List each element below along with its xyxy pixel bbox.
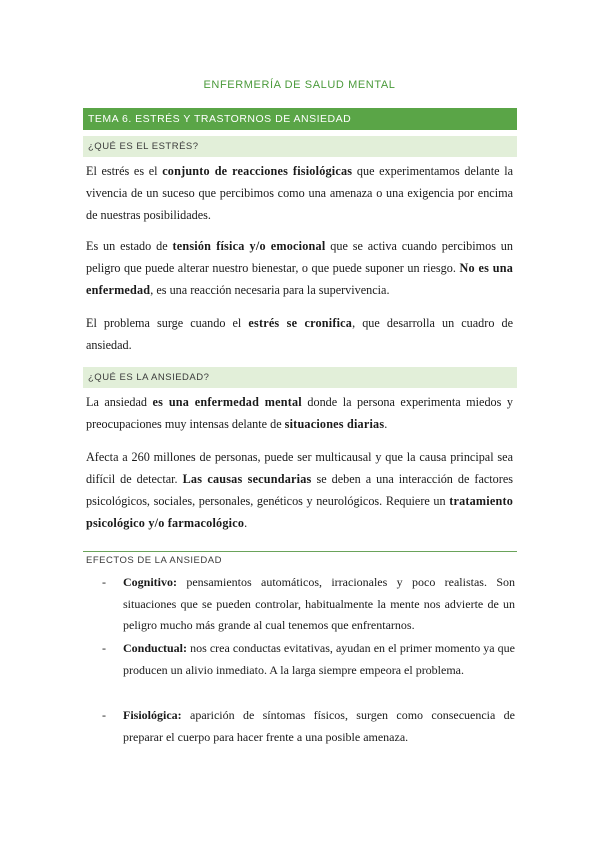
list-bullet: - [102, 641, 106, 655]
effect-label: Cognitivo: [123, 575, 177, 589]
bold-term: situaciones diarias [284, 417, 385, 431]
paragraph-estres-definition [86, 160, 513, 226]
effect-text: nos crea conductas evitativas, ayudan en el primer momento ya que producen un alivio inmediato. A la larga siempre empeora el problema. [123, 641, 515, 677]
text-run: donde la persona experimenta miedos y preocupaciones muy intensas delante de [86, 395, 514, 431]
section-heading-ansiedad: ¿QUÉ ES LA ANSIEDAD? [83, 367, 517, 388]
text-run: La ansiedad [86, 395, 153, 409]
text-run: se deben a una interacción de factores psicológicos, sociales, personales, genéticos y neurológicos. Requiere un [86, 472, 513, 508]
text-run: El estrés es el [86, 164, 163, 178]
text-run: que experimentamos delante la vivencia de un suceso que percibimos como una amenaza o una exigencia por encima de nuestras posibilidades. [86, 164, 513, 222]
list-item-fisiologica [86, 705, 515, 748]
bold-term: tensión física y/o emocional [172, 239, 326, 253]
bold-term: conjunto de reacciones fisiológicas [162, 164, 353, 178]
list-bullet: - [102, 575, 106, 589]
bold-term: Las causas secundarias [182, 472, 312, 486]
text-run: , es una reacción necesaria para la supervivencia. [150, 283, 390, 297]
paragraph-ansiedad-causes [86, 446, 513, 534]
effect-label: Fisiológica: [123, 708, 182, 722]
text-run: El problema surge cuando el [86, 316, 249, 330]
text-run: . [384, 417, 388, 431]
text-run: , que desarrolla un cuadro de ansiedad. [86, 316, 514, 352]
section-heading-estres: ¿QUÉ ES EL ESTRÉS? [83, 136, 517, 157]
paragraph-estres-problem [86, 312, 513, 356]
list-bullet: - [102, 708, 106, 722]
effect-text: pensamientos automáticos, irracionales y poco realistas. Son situaciones que se pueden controlar, habitualmente la mente nos advierte de un peligro mucho más grande al cual tenemos que enfrentarnos. [123, 575, 515, 632]
bold-term: No es una enfermedad [86, 261, 513, 297]
document-title: ENFERMERÍA DE SALUD MENTAL [203, 79, 396, 91]
bold-term: es una enfermedad mental [152, 395, 302, 409]
list-item-cognitivo [86, 572, 515, 637]
section-divider [83, 551, 517, 552]
text-run: que se activa cuando percibimos un peligro que puede alterar nuestro bienestar, o que puede suponer un riesgo. [86, 239, 513, 275]
list-item-conductual [86, 638, 515, 681]
subsection-heading-efectos: EFECTOS DE LA ANSIEDAD [86, 555, 222, 566]
text-run: Afecta a 260 millones de personas, puede ser multicausal y que la causa principal sea difícil de detectar. [86, 450, 513, 486]
bold-term: estrés se cronifica [248, 316, 353, 330]
effect-label: Conductual: [123, 641, 188, 655]
bold-term: tratamiento psicológico y/o farmacológico [86, 494, 513, 530]
topic-heading: TEMA 6. ESTRÉS Y TRASTORNOS DE ANSIEDAD [83, 108, 517, 130]
paragraph-estres-state [86, 235, 513, 301]
effect-text: aparición de síntomas físicos, surgen como consecuencia de preparar el cuerpo para hacer frente a una posible amenaza. [123, 708, 515, 744]
paragraph-ansiedad-definition [86, 391, 513, 435]
text-run: . [244, 516, 248, 530]
text-run: Es un estado de [86, 239, 173, 253]
